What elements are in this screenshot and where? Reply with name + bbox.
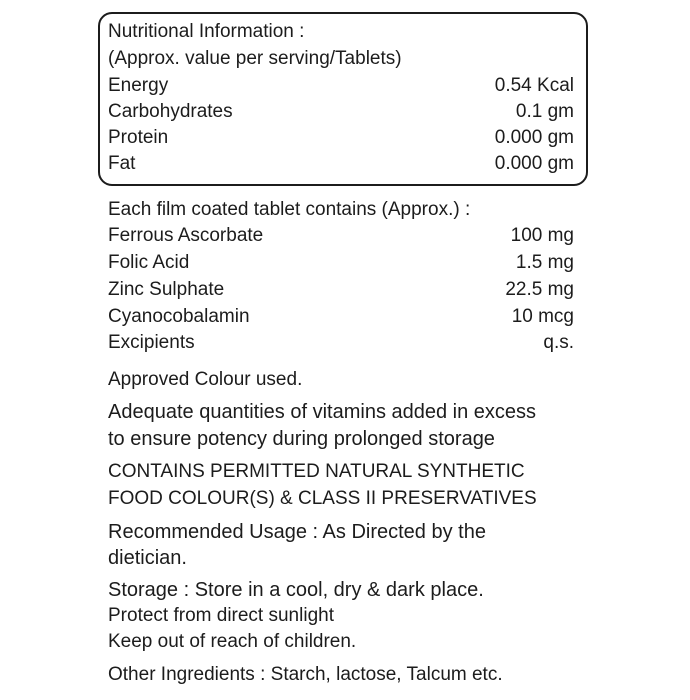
- recommended-usage-line-1: Recommended Usage : As Directed by the: [108, 521, 486, 543]
- nutrition-subheading: (Approx. value per serving/Tablets): [108, 48, 402, 69]
- nutrition-row-carbohydrates: [108, 99, 574, 125]
- permitted-colours-line-2: FOOD COLOUR(S) & CLASS II PRESERVATIVES: [108, 488, 537, 509]
- nutrient-name: Protein: [108, 127, 169, 148]
- nutrition-row-protein: [108, 125, 574, 151]
- other-ingredients: Other Ingredients : Starch, lactose, Talcum etc.: [108, 664, 503, 685]
- storage-line-3: Keep out of reach of children.: [108, 631, 357, 652]
- composition-heading: Each film coated tablet contains (Approx.) :: [108, 199, 471, 220]
- composition-row-excipients: [108, 330, 574, 356]
- composition-row-ferrous-ascorbate: [108, 223, 574, 249]
- recommended-usage-line-2: dietician.: [108, 547, 187, 569]
- storage-line-2: Protect from direct sunlight: [108, 605, 334, 626]
- nutrient-value: 0.000 gm: [494, 153, 574, 174]
- ingredient-amount: 10 mcg: [511, 306, 574, 327]
- nutrient-value: 0.54 Kcal: [494, 75, 574, 96]
- ingredient-amount: 100 mg: [510, 225, 574, 246]
- ingredient-amount: 1.5 mg: [515, 252, 574, 273]
- ingredient-name: Ferrous Ascorbate: [108, 225, 264, 246]
- nutrient-value: 0.000 gm: [494, 127, 574, 148]
- vitamins-note-line-1: Adequate quantities of vitamins added in excess: [108, 401, 537, 423]
- colour-note: Approved Colour used.: [108, 369, 303, 390]
- nutrient-name: Carbohydrates: [108, 101, 233, 122]
- vitamins-note-line-2: to ensure potency during prolonged storage: [108, 428, 495, 450]
- composition-row-cyanocobalamin: [108, 304, 574, 330]
- ingredient-name: Zinc Sulphate: [108, 279, 225, 300]
- ingredient-amount: 22.5 mg: [505, 279, 574, 300]
- nutrition-row-fat: [108, 151, 574, 177]
- nutrient-value: 0.1 gm: [515, 101, 574, 122]
- ingredient-name: Cyanocobalamin: [108, 306, 250, 327]
- ingredient-name: Excipients: [108, 332, 195, 353]
- nutrient-name: Fat: [108, 153, 136, 174]
- ingredient-amount: q.s.: [543, 332, 574, 353]
- ingredient-name: Folic Acid: [108, 252, 190, 273]
- nutrient-name: Energy: [108, 75, 169, 96]
- nutrition-row-energy: [108, 73, 574, 99]
- permitted-colours-line-1: CONTAINS PERMITTED NATURAL SYNTHETIC: [108, 461, 525, 482]
- composition-row-folic-acid: [108, 250, 574, 276]
- composition-row-zinc-sulphate: [108, 277, 574, 303]
- storage-line-1: Storage : Store in a cool, dry & dark place.: [108, 579, 484, 601]
- nutrition-heading: Nutritional Information :: [108, 21, 305, 42]
